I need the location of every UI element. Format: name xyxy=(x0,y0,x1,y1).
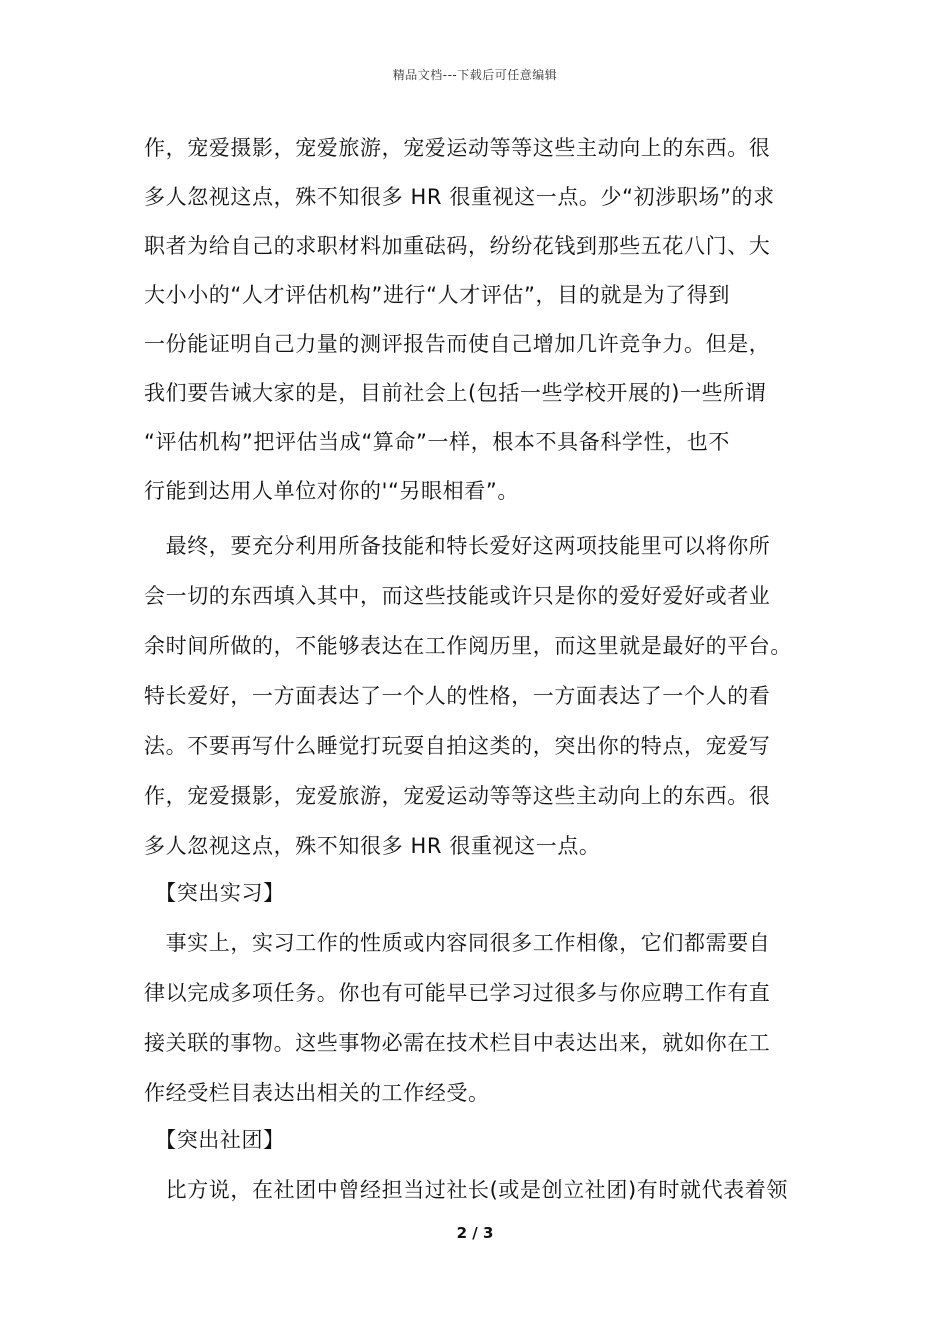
text-line: 接关联的事物。这些事物必需在技术栏目中表达出来，就如你在工 xyxy=(144,1031,771,1055)
text-line: 余时间所做的，不能够表达在工作阅历里，而这里就是最好的平台。 xyxy=(144,634,792,658)
text-line: 律以完成多项任务。你也有可能早已学习过很多与你应聘工作有直 xyxy=(144,981,771,1005)
text-line: 作经受栏目表达出相关的工作经受。 xyxy=(144,1081,490,1105)
document-header: 精品文档---下载后可任意编辑 xyxy=(392,68,558,82)
section-heading: 【突出社团】 xyxy=(144,1128,285,1152)
text-line: 一份能证明自己力量的测评报告而使自己增加几许竞争力。但是， xyxy=(144,332,771,356)
text-line: 我们要告诫大家的是，目前社会上(包括一些学校开展的)一些所谓 xyxy=(144,381,767,405)
page-number: 2 / 3 xyxy=(456,1224,494,1242)
text-line: 作，宠爱摄影，宠爱旅游，宠爱运动等等这些主动向上的东西。很 xyxy=(144,784,771,808)
text-line: 职者为给自己的求职材料加重砝码，纷纷花钱到那些五花八门、大 xyxy=(144,234,771,258)
text-line: 法。不要再写什么睡觉打玩耍自拍这类的，突出你的特点，宠爱写 xyxy=(144,734,771,758)
text-line: 会一切的东西填入其中，而这些技能或许只是你的爱好爱好或者业 xyxy=(144,584,771,608)
text-line: 多人忽视这点，殊不知很多 HR 很重视这一点。 xyxy=(144,834,601,858)
text-line: 多人忽视这点，殊不知很多 HR 很重视这一点。少“初涉职场”的求 xyxy=(144,185,775,209)
text-line: 行能到达用人单位对你的'“另眼相看”。 xyxy=(144,479,519,503)
section-heading: 【突出实习】 xyxy=(144,881,285,905)
text-line: 比方说，在社团中曾经担当过社长(或是创立社团)有时就代表着领 xyxy=(144,1178,788,1202)
text-line: 最终，要充分利用所备技能和特长爱好这两项技能里可以将你所 xyxy=(144,534,771,558)
text-line: 事实上，实习工作的性质或内容同很多工作相像，它们都需要自 xyxy=(144,931,771,955)
text-line: 大小小的“人才评估机构”进行“人才评估”，目的就是为了得到 xyxy=(144,283,730,307)
text-line: 作，宠爱摄影，宠爱旅游，宠爱运动等等这些主动向上的东西。很 xyxy=(144,136,771,160)
text-line: “评估机构”把评估当成“算命”一样，根本不具备科学性，也不 xyxy=(144,430,730,454)
text-line: 特长爱好，一方面表达了一个人的性格，一方面表达了一个人的看 xyxy=(144,684,771,708)
